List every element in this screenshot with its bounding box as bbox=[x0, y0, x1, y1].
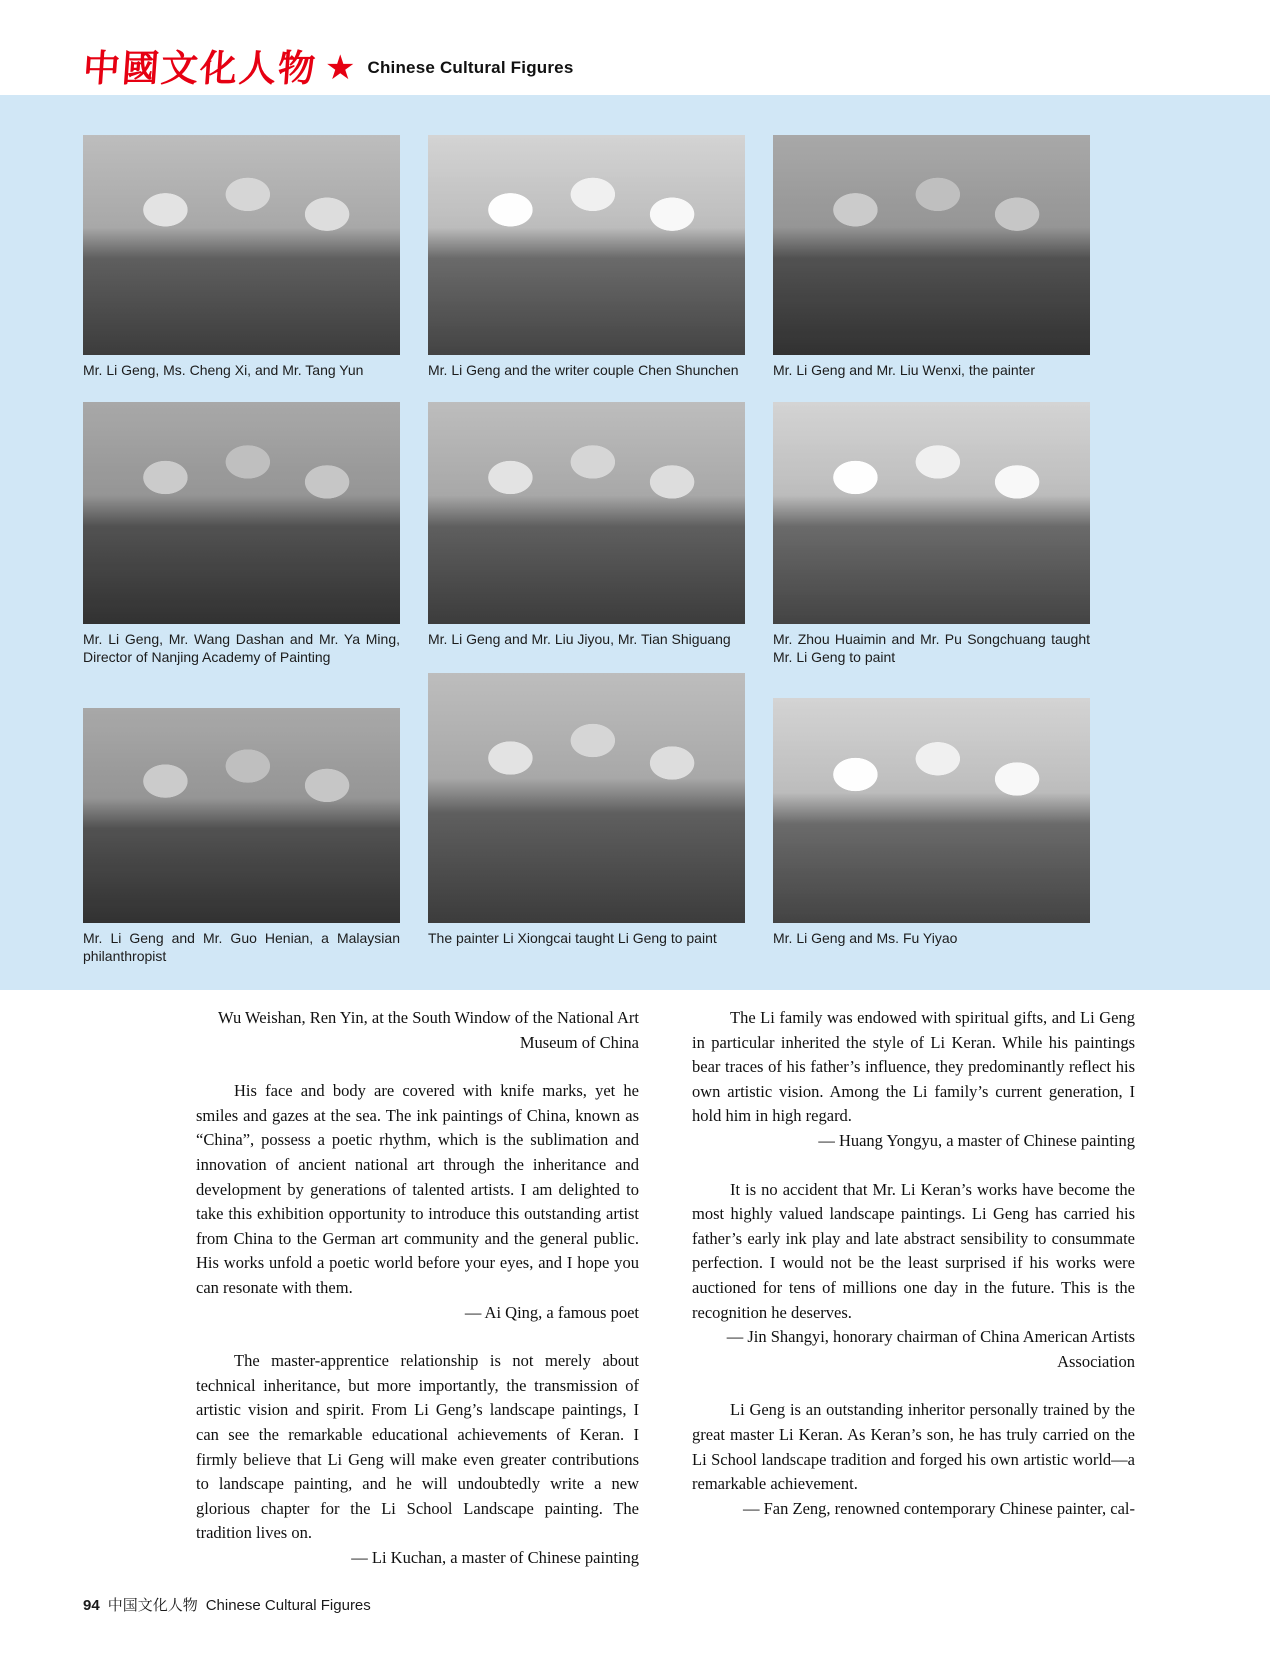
page-header bbox=[83, 42, 574, 94]
photo-caption: The painter Li Xiongcai taught Li Geng to paint bbox=[428, 929, 717, 946]
photo-figure bbox=[428, 135, 745, 380]
gallery-row-3 bbox=[83, 673, 1270, 966]
gallery-row-2 bbox=[83, 402, 1270, 667]
photo-li-geng-liu-wenxi bbox=[773, 135, 1090, 355]
photo-figure bbox=[428, 673, 745, 966]
photo-caption: Mr. Zhou Huaimin and Mr. Pu Songchuang taught Mr. Li Geng to paint bbox=[773, 630, 1090, 665]
testimonials-article bbox=[0, 1006, 1270, 1570]
photo-wrap bbox=[83, 673, 400, 923]
attribution-li-kuchan: — Li Kuchan, a master of Chinese painting bbox=[351, 1547, 639, 1567]
photo-li-geng-wang-dashan-ya-ming bbox=[83, 402, 400, 624]
photo-zhou-huaimin-pu-songchuang bbox=[773, 402, 1090, 624]
attribution-jin-shangyi: — Jin Shangyi, honorary chairman of China American Artists Association bbox=[726, 1327, 1135, 1371]
star-icon: ★ bbox=[325, 49, 356, 87]
photo-caption: Mr. Li Geng and Mr. Liu Jiyou, Mr. Tian Shiguang bbox=[428, 630, 731, 647]
photo-figure bbox=[773, 673, 1090, 966]
magazine-logo-english: Chinese Cultural Figures bbox=[367, 58, 574, 77]
footer-journal-chinese: 中国文化人物 bbox=[107, 1597, 198, 1614]
attribution-huang-yongyu: — Huang Yongyu, a master of Chinese painting bbox=[818, 1130, 1135, 1150]
attribution-fan-zeng: — Fan Zeng, renowned contemporary Chinese painter, cal- bbox=[743, 1498, 1135, 1518]
footer-journal-english: Chinese Cultural Figures bbox=[205, 1597, 371, 1614]
photo-figure bbox=[773, 135, 1090, 380]
photo-li-xiongcai-li-geng bbox=[428, 673, 745, 923]
page-number: 94 bbox=[83, 1597, 100, 1614]
photo-li-geng-fu-yiyao bbox=[773, 698, 1090, 923]
photo-caption: Mr. Li Geng and Mr. Guo Henian, a Malaysian philanthropist bbox=[83, 929, 400, 964]
quote-li-kuchan: The master-apprentice relationship is not merely about technical inheritance, but more importantly, the transmission of artistic vision and spirit. From Li Geng’s landscape paintings, I can see the remarkable educational achievements of Keran. I firmly believe that Li Geng will make even greater contributions to landscape painting, and he will undoubtedly write a new glorious chapter for the Li School Landscape painting. The tradition lives on. bbox=[196, 1351, 639, 1543]
photo-figure bbox=[83, 673, 400, 966]
page-footer bbox=[83, 1594, 371, 1615]
attribution-ai-qing: — Ai Qing, a famous poet bbox=[464, 1302, 639, 1322]
gallery-row-1 bbox=[83, 135, 1270, 380]
photo-wrap bbox=[428, 673, 745, 923]
magazine-logo-chinese: 中國文化人物 bbox=[81, 46, 319, 90]
quote-ai-qing: His face and body are covered with knife marks, yet he smiles and gazes at the sea. The ink paintings of China, known as “China”, possess a poetic rhythm, which is the sublimation and innovation of ancient national art through the inheritance and development by generations of talented artists. I am delighted to take this exhibition opportunity to introduce this outstanding artist from China to the German art community and the general public. His works unfold a poetic world before your eyes, and I hope you can resonate with them. bbox=[196, 1081, 639, 1297]
continued-attribution: Wu Weishan, Ren Yin, at the South Window of the National Art Museum of China bbox=[218, 1008, 639, 1052]
article-right-column bbox=[692, 1006, 1135, 1570]
photo-caption: Mr. Li Geng, Ms. Cheng Xi, and Mr. Tang Yun bbox=[83, 362, 364, 378]
photo-caption: Mr. Li Geng and the writer couple Chen Shunchen bbox=[428, 362, 739, 378]
article-left-column bbox=[196, 1006, 639, 1570]
photo-figure bbox=[83, 135, 400, 380]
photo-figure bbox=[83, 402, 400, 667]
quote-huang-yongyu: The Li family was endowed with spiritual gifts, and Li Geng in particular inherited the style of Li Keran. While his paintings bear traces of his father’s influence, they predominantly reflect his own artistic vision. Among the Li family’s current generation, I hold him in high regard. bbox=[692, 1008, 1135, 1126]
photo-caption: Mr. Li Geng and Mr. Liu Wenxi, the painter bbox=[773, 362, 1035, 378]
photo-figure bbox=[773, 402, 1090, 667]
photo-caption: Mr. Li Geng, Mr. Wang Dashan and Mr. Ya Ming, Director of Nanjing Academy of Painting bbox=[83, 630, 400, 665]
quote-jin-shangyi: It is no accident that Mr. Li Keran’s works have become the most highly valued landscape paintings. Li Geng has carried his father’s early ink play and late abstract sensibility to consummate perfection. I would not be the least surprised if his works were auctioned for tens of millions one day in the future. This is the recognition he deserves. bbox=[692, 1179, 1135, 1322]
photo-caption: Mr. Li Geng and Ms. Fu Yiyao bbox=[773, 929, 958, 946]
photo-li-geng-chen-shunchen bbox=[428, 135, 745, 355]
photo-figure bbox=[428, 402, 745, 667]
photo-gallery bbox=[0, 95, 1270, 990]
photo-li-geng-cheng-xi-tang-yun bbox=[83, 135, 400, 355]
photo-li-geng-guo-henian bbox=[83, 708, 400, 923]
quote-fan-zeng: Li Geng is an outstanding inheritor personally trained by the great master Li Keran. As Keran’s son, he has truly carried on the Li School landscape tradition and forged his own artistic world—a remarkable achievement. bbox=[692, 1400, 1135, 1494]
photo-li-geng-liu-jiyou-tian-shiguang bbox=[428, 402, 745, 624]
photo-wrap bbox=[773, 673, 1090, 923]
